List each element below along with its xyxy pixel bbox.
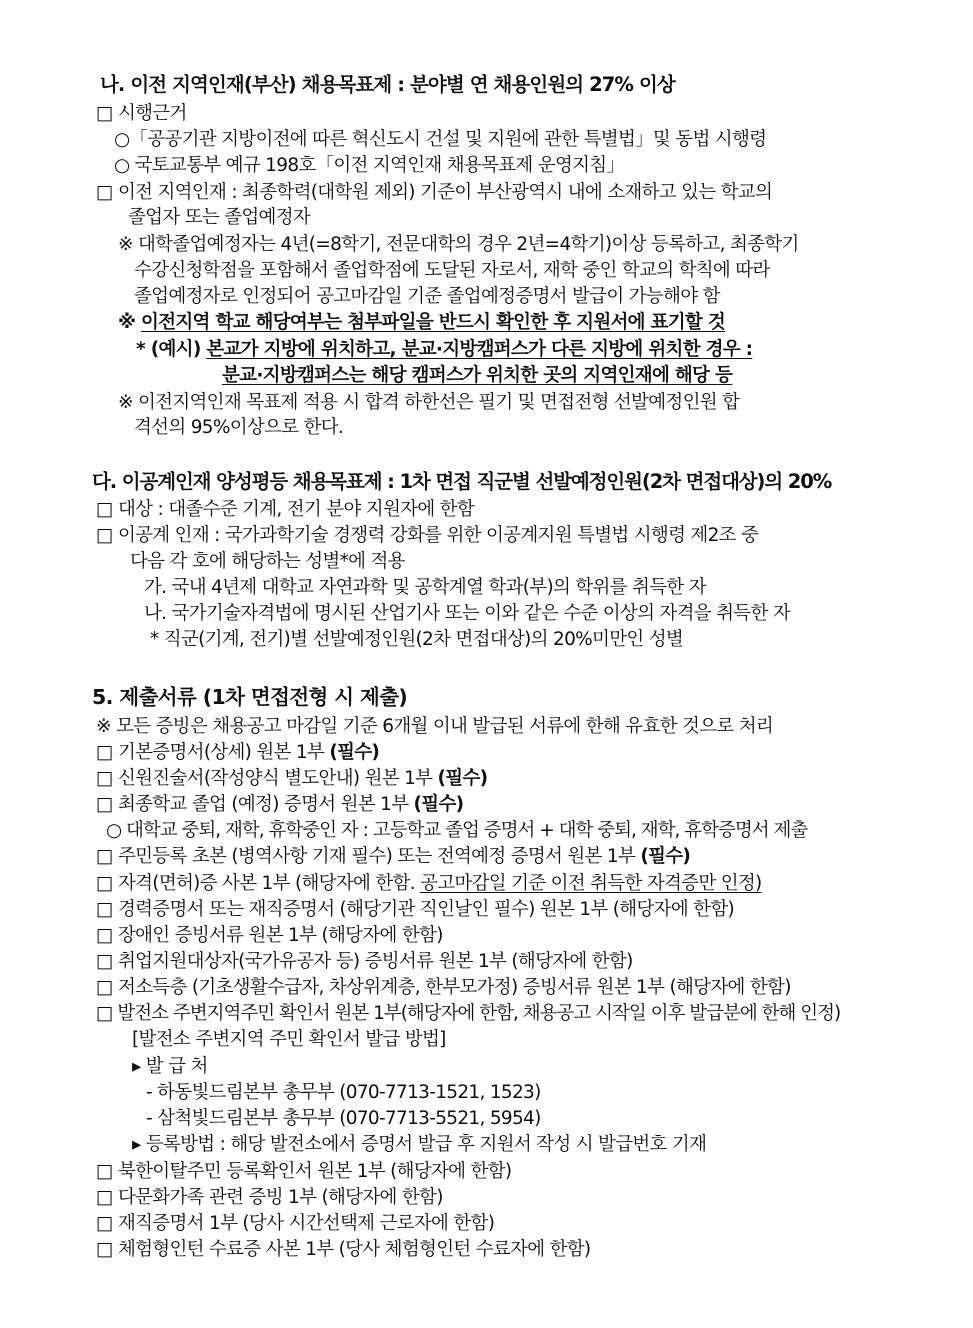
doc-license: □ 자격(면허)증 사본 1부 (해당자에 한함. 공고마감일 기준 이전 취득한 자격증만 인정) [96, 873, 762, 894]
doc-disability: □ 장애인 증빙서류 원본 1부 (해당자에 한함) [96, 925, 443, 946]
regional-talent-definition-cont: 졸업자 또는 졸업예정자 [128, 207, 311, 228]
basis-item-1: ○「공공기관 지방이전에 따른 혁신도시 건설 및 지원에 관한 특별법」및 동법 시행령 [114, 129, 767, 150]
note-example-cont: 분교·지방캠퍼스는 해당 캠퍼스가 위치한 곳의 지역인재에 해당 등 [222, 365, 733, 386]
doc-north-korean-defector: □ 북한이탈주민 등록확인서 원본 1부 (해당자에 한함) [96, 1161, 512, 1182]
note-pass-line-2: 격선의 95%이상으로 한다. [134, 417, 344, 438]
issuer-samcheok: - 삼척빛드림본부 총무부 (070-7713-5521, 5954) [146, 1108, 541, 1129]
basis-item-2: ○ 국토교통부 예규 198호「이전 지역인재 채용목표제 운영지침」 [114, 155, 625, 176]
target-line: □ 대상 : 대졸수준 기계, 전기 분야 지원자에 한함 [96, 499, 475, 520]
section-na-title: 나. 이전 지역인재(부산) 채용목표제 : 분야별 연 채용인원의 27% 이상 [100, 73, 675, 96]
stem-talent-definition: □ 이공계 인재 : 국가과학기술 경쟁력 강화를 위한 이공계지원 특별법 시행령 제2조 중 [96, 525, 759, 546]
stem-item-ga: 가. 국내 4년제 대학교 자연과학 및 공학계열 학과(부)의 학위를 취득한 자 [144, 577, 706, 598]
basis-heading: □ 시행근거 [96, 103, 187, 124]
doc-resident-registration: □ 주민등록 초본 (병역사항 기재 필수) 또는 전역예정 증명서 원본 1부 (필수) [96, 846, 691, 867]
stem-note: * 직군(기계, 전기)별 선발예정인원(2차 면접대상)의 20%미만인 성별 [150, 629, 684, 650]
note-graduate-2: 수강신청학점을 포함해서 졸업학점에 도달된 자로서, 재학 중인 학교의 학칙에 따라 [134, 260, 770, 281]
doc-intern-certificate: □ 체험형인턴 수료증 사본 1부 (당사 체험형인턴 수료자에 한함) [96, 1239, 591, 1260]
doc-career-certificate: □ 경력증명서 또는 재직증명서 (해당기관 직인날인 필수) 원본 1부 (해당자에 한함) [96, 899, 735, 920]
issuer-hadong: - 하동빛드림본부 총무부 (070-7713-1521, 1523) [146, 1082, 541, 1103]
doc-employment-certificate: □ 재직증명서 1부 (당사 시간선택제 근로자에 한함) [96, 1213, 495, 1234]
note-graduate-3: 졸업예정자로 인정되어 공고마감일 기준 졸업예정증명서 발급이 가능해야 함 [134, 286, 720, 307]
doc-power-plant-resident: □ 발전소 주변지역주민 확인서 원본 1부(해당자에 한함, 채용공고 시작일 이후 발급분에 한해 인정) [96, 1003, 841, 1024]
doc-personal-statement: □ 신원진술서(작성양식 별도안내) 원본 1부 (필수) [96, 768, 488, 789]
note-school-check: ※ 이전지역 학교 해당여부는 첨부파일을 반드시 확인한 후 지원서에 표기할 것 [118, 312, 726, 333]
doc-graduation-certificate: □ 최종학교 졸업 (예정) 증명서 원본 1부 (필수) [96, 794, 464, 815]
doc-graduation-sub: ○ 대학교 중퇴, 재학, 휴학중인 자 : 고등학교 졸업 증명서 + 대학 중퇴, 재학, 휴학증명서 제출 [106, 820, 808, 841]
doc-low-income: □ 저소득층 (기초생활수급자, 차상위계층, 한부모가정) 증빙서류 원본 1부 (해당자에 한함) [96, 977, 791, 998]
stem-item-na: 나. 국가기술자격법에 명시된 산업기사 또는 이와 같은 수준 이상의 자격을 취득한 자 [144, 603, 790, 624]
issuer-heading: ▸ 발 급 처 [132, 1056, 208, 1077]
doc-multicultural-family: □ 다문화가족 관련 증빙 1부 (해당자에 한함) [96, 1187, 443, 1208]
doc-employment-support: □ 취업지원대상자(국가유공자 등) 증빙서류 원본 1부 (해당자에 한함) [96, 951, 633, 972]
documents-note: ※ 모든 증빙은 채용공고 마감일 기준 6개월 이내 발급된 서류에 한해 유효한 것으로 처리 [96, 716, 774, 737]
registration-method: ▸ 등록방법 : 해당 발전소에서 증명서 발급 후 지원서 작성 시 발급번호 기재 [132, 1134, 707, 1155]
regional-talent-definition: □ 이전 지역인재 : 최종학력(대학원 제외) 기준이 부산광역시 내에 소재하고 있는 학교의 [96, 182, 773, 203]
note-pass-line-1: ※ 이전지역인재 목표제 적용 시 합격 하한선은 필기 및 면접전형 선발예정인원 합 [118, 392, 740, 413]
note-graduate-1: ※ 대학졸업예정자는 4년(=8학기, 전문대학의 경우 2년=4학기)이상 등록하고, 최종학기 [118, 234, 799, 255]
issuance-method-heading: [발전소 주변지역 주민 확인서 발급 방법] [132, 1029, 446, 1050]
stem-talent-definition-cont: 다음 각 호에 해당하는 성별*에 적용 [130, 551, 405, 572]
section-5-title: 5. 제출서류 (1차 면접전형 시 제출) [92, 685, 408, 709]
doc-basic-certificate: □ 기본증명서(상세) 원본 1부 (필수) [96, 742, 380, 763]
section-da-title: 다. 이공계인재 양성평등 채용목표제 : 1차 면접 직군별 선발예정인원(2차 면접대상)의 20% [92, 470, 832, 493]
note-example: * (예시) 본교가 지방에 위치하고, 분교·지방캠퍼스가 다른 지방에 위치한 경우 : [136, 339, 753, 360]
